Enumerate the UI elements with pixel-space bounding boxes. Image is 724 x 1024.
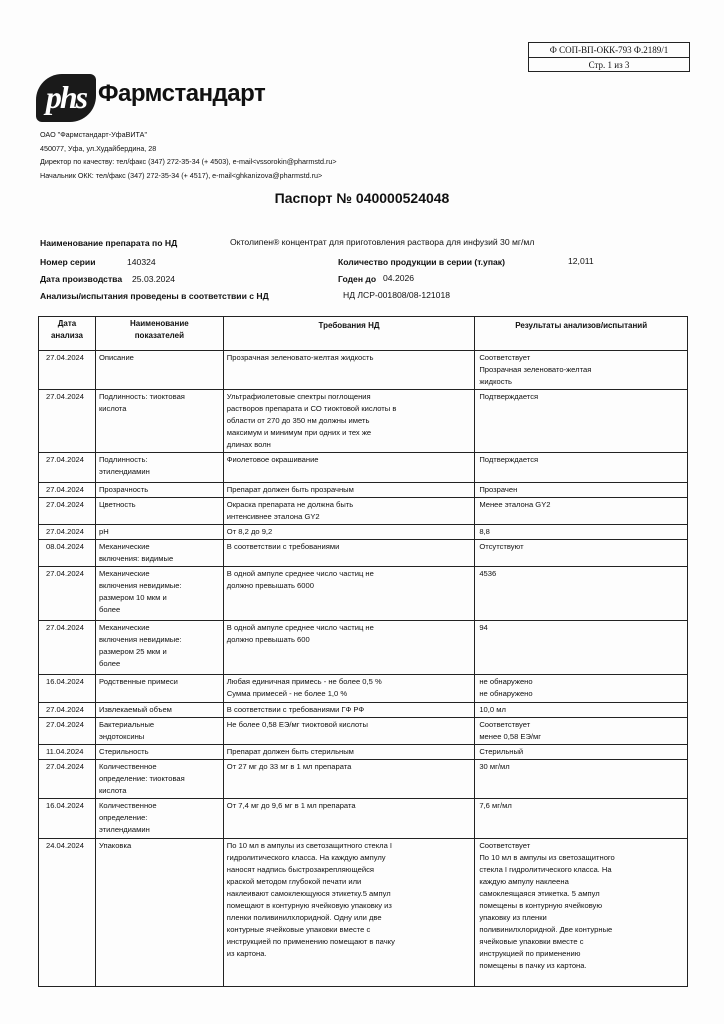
cell-requirement: От 27 мг до 33 мг в 1 мл препарата <box>223 760 475 799</box>
results-table <box>38 316 688 987</box>
header-date <box>39 317 96 351</box>
cell-requirement: В соответствии с требованиями ГФ РФ <box>223 703 475 718</box>
cell-result: 8,8 <box>475 525 688 540</box>
cell-date: 08.04.2024 <box>39 540 96 567</box>
drug-label: Наименование препарата по НД <box>40 238 178 248</box>
header-results-text: Результаты анализов/испытаний <box>515 321 648 330</box>
cell-date: 27.04.2024 <box>39 483 96 498</box>
cell-requirement: Не более 0,58 ЕЭ/мг тиоктовой кислоты <box>223 718 475 745</box>
cell-requirement: В одной ампуле среднее число частиц не должно превышать 600 <box>223 621 475 675</box>
cell-requirement: Любая единичная примесь - не более 0,5 % Сумма примесей - не более 1,0 % <box>223 675 475 703</box>
cell-indicator: Описание <box>95 351 223 390</box>
cell-date: 27.04.2024 <box>39 525 96 540</box>
table-header-row <box>39 317 688 351</box>
cell-indicator: Извлекаемый объем <box>95 703 223 718</box>
header-requirements <box>223 317 475 351</box>
table-body <box>39 351 688 987</box>
cell-requirement: Окраска препарата не должна быть интенсивнее эталона GY2 <box>223 498 475 525</box>
header-indicator-text: Наименование показателей <box>130 319 189 340</box>
cell-indicator: Количественное определение: тиоктовая кислота <box>95 760 223 799</box>
cell-result: 10,0 мл <box>475 703 688 718</box>
cell-indicator: Механические включения невидимые: размером 25 мкм и более <box>95 621 223 675</box>
cell-result: 7,6 мг/мл <box>475 799 688 839</box>
cell-indicator: Бактериальные эндотоксины <box>95 718 223 745</box>
cell-requirement: В одной ампуле среднее число частиц не должно превышать 6000 <box>223 567 475 621</box>
cell-requirement: От 8,2 до 9,2 <box>223 525 475 540</box>
cell-indicator: pH <box>95 525 223 540</box>
table-row <box>39 525 688 540</box>
logo-mark: phs <box>36 74 96 122</box>
company-logo <box>36 74 266 122</box>
table-row <box>39 675 688 703</box>
table-row <box>39 390 688 453</box>
cell-date: 27.04.2024 <box>39 703 96 718</box>
cell-date: 27.04.2024 <box>39 621 96 675</box>
cell-result: не обнаружено не обнаружено <box>475 675 688 703</box>
quantity-label: Количество продукции в серии (т.упак) <box>338 257 505 267</box>
cell-date: 11.04.2024 <box>39 745 96 760</box>
cell-date: 16.04.2024 <box>39 799 96 839</box>
cell-requirement: Фиолетовое окрашивание <box>223 453 475 483</box>
form-code: Ф СОП-ВП-ОКК-793 Ф.2189/1 <box>529 43 689 58</box>
table-row <box>39 351 688 390</box>
cell-result: 94 <box>475 621 688 675</box>
cell-indicator: Механические включения невидимые: размером 10 мкм и более <box>95 567 223 621</box>
cell-date: 16.04.2024 <box>39 675 96 703</box>
table-row <box>39 621 688 675</box>
cell-indicator: Подлинность: тиоктовая кислота <box>95 390 223 453</box>
cell-date: 27.04.2024 <box>39 760 96 799</box>
cell-requirement: Прозрачная зеленовато-желтая жидкость <box>223 351 475 390</box>
cell-indicator: Цветность <box>95 498 223 525</box>
cell-result: 4536 <box>475 567 688 621</box>
table-row <box>39 540 688 567</box>
cell-requirement: Ультрафиолетовые спектры поглощения растворов препарата и СО тиоктовой кислоты в области от 270 до 350 нм должны иметь максимум и минимум при одних и тех же длинах волн <box>223 390 475 453</box>
cell-result: Соответствует По 10 мл в ампулы из светозащитного стекла I гидролитического класса. На каждую ампулу наклеена самоклеящаяся этикетка. 5 ампул помещены в контурную ячейковую упаковку из пленки поливинилхлоридной. Две контурные ячейковые упаковки вместе с инструкцией по применению помещены в пачку из картона. <box>475 839 688 987</box>
cell-indicator: Упаковка <box>95 839 223 987</box>
table-row <box>39 718 688 745</box>
cell-date: 27.04.2024 <box>39 390 96 453</box>
cell-requirement: В соответствии с требованиями <box>223 540 475 567</box>
cell-indicator: Стерильность <box>95 745 223 760</box>
cell-result: Соответствует Прозрачная зеленовато-желтая жидкость <box>475 351 688 390</box>
cell-date: 27.04.2024 <box>39 453 96 483</box>
cell-requirement: Препарат должен быть стерильным <box>223 745 475 760</box>
header-requirements-text: Требования НД <box>318 321 380 330</box>
production-date-label: Дата производства <box>40 274 123 284</box>
cell-indicator: Родственные примеси <box>95 675 223 703</box>
table-row <box>39 498 688 525</box>
company-info <box>40 128 337 182</box>
cell-indicator: Механические включения: видимые <box>95 540 223 567</box>
company-address: 450077, Уфа, ул.Худайбердина, 28 <box>40 143 157 153</box>
cell-date: 27.04.2024 <box>39 351 96 390</box>
cell-indicator: Подлинность: этилендиамин <box>95 453 223 483</box>
page-number: Стр. 1 из 3 <box>588 60 630 70</box>
table-row <box>39 703 688 718</box>
table-row <box>39 799 688 839</box>
quality-director-contact: Директор по качеству: тел/факс (347) 272-35-34 (+ 4503), e-mail<vssorokin@pharmstd.ru> <box>40 157 337 166</box>
nd-label: Анализы/испытания проведены в соответствии с НД <box>40 291 269 301</box>
cell-result: Соответствует менее 0,58 ЕЭ/мг <box>475 718 688 745</box>
cell-date: 27.04.2024 <box>39 498 96 525</box>
cell-date: 27.04.2024 <box>39 718 96 745</box>
header-date-text: Дата анализа <box>50 319 84 340</box>
cell-result: 30 мг/мл <box>475 760 688 799</box>
document-title: Паспорт № 040000524048 <box>274 190 450 206</box>
header-results <box>475 317 688 351</box>
cell-date: 27.04.2024 <box>39 567 96 621</box>
cell-requirement: От 7,4 мг до 9,6 мг в 1 мл препарата <box>223 799 475 839</box>
drug-value: Октолипен® концентрат для приготовления раствора для инфузий 30 мг/мл <box>230 237 535 247</box>
series-value: 140324 <box>127 257 156 267</box>
series-label: Номер серии <box>40 257 96 267</box>
cell-result: Подтверждается <box>475 390 688 453</box>
cell-indicator: Количественное определение: этилендиамин <box>95 799 223 839</box>
cell-date: 24.04.2024 <box>39 839 96 987</box>
cell-result: Менее эталона GY2 <box>475 498 688 525</box>
nd-value: НД ЛСР-001808/08-121018 <box>343 290 451 300</box>
cell-result: Прозрачен <box>475 483 688 498</box>
table-row <box>39 745 688 760</box>
form-code-box <box>528 42 690 72</box>
expiry-label: Годен до <box>338 274 377 284</box>
cell-requirement: По 10 мл в ампулы из светозащитного стекла I гидролитического класса. На каждую ампулу наносят надпись быстрозакрепляющейся краской методом глубокой печати или наклеивают самоклеющуюся этикетку.5 ампул помещают в контурную ячейковую упаковку из пленки поливинилхлоридной. Одну или две контурные ячейковые упаковки вместе с инструкцией по применению помещают в пачку из картона. <box>223 839 475 987</box>
table-row <box>39 760 688 799</box>
table-row <box>39 453 688 483</box>
company-name: ОАО "Фармстандарт-УфаВИТА" <box>40 130 148 139</box>
cell-result: Подтверждается <box>475 453 688 483</box>
logo-name: Фармстандарт <box>98 80 266 107</box>
header-indicator <box>95 317 223 351</box>
table-row <box>39 839 688 987</box>
cell-indicator: Прозрачность <box>95 483 223 498</box>
production-date-value: 25.03.2024 <box>132 274 176 284</box>
cell-result: Отсутствуют <box>475 540 688 567</box>
cell-result: Стерильный <box>475 745 688 760</box>
expiry-value: 04.2026 <box>383 273 415 283</box>
table-row <box>39 567 688 621</box>
quantity-value: 12,011 <box>568 256 594 266</box>
cell-requirement: Препарат должен быть прозрачным <box>223 483 475 498</box>
table-row <box>39 483 688 498</box>
qc-head-contact: Начальник ОКК: тел/факс (347) 272-35-34 (+ 4517), e-mail<ghkanizova@pharmstd.ru> <box>40 170 323 180</box>
